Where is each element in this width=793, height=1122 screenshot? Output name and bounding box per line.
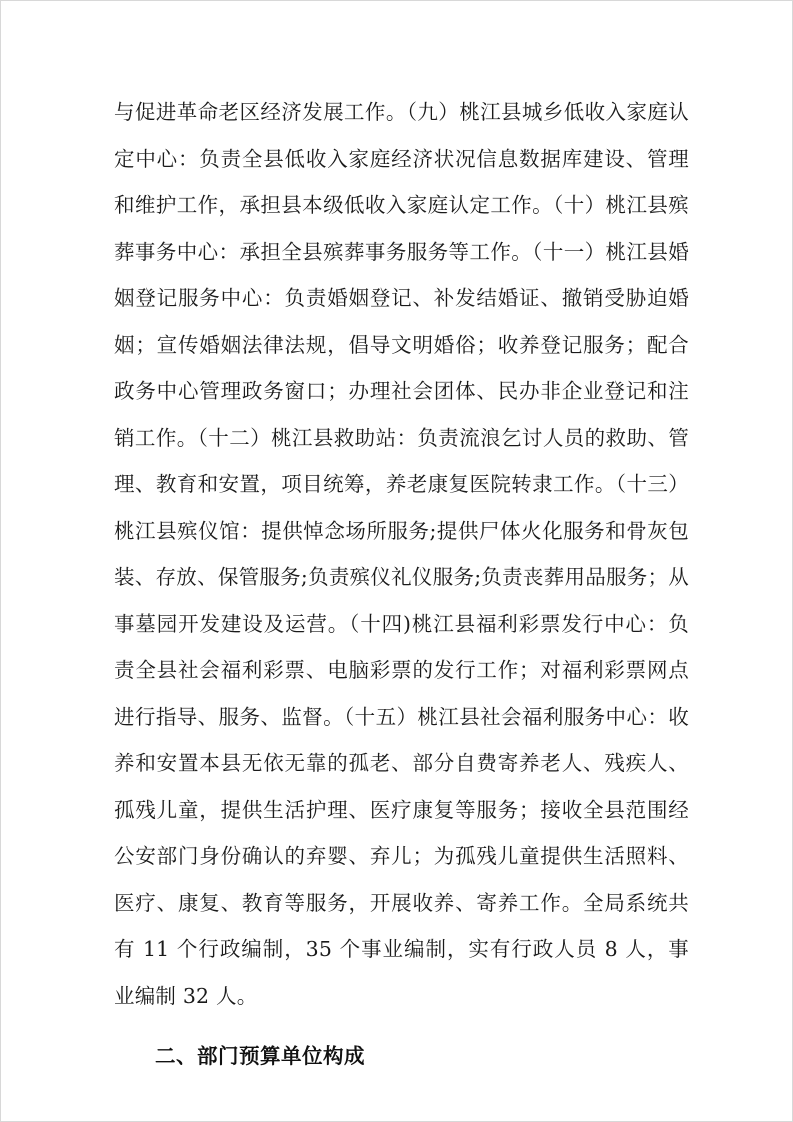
section-heading: 二、部门预算单位构成 [155, 1044, 365, 1068]
body-paragraph: 与促进革命老区经济发展工作。（九）桃江县城乡低收入家庭认定中心：负责全县低收入家庭经济状况信息数据库建设、管理和维护工作，承担县本级低收入家庭认定工作。（十）桃江县殡葬事务中心：承担全县殡葬事务服务等工作。（十一）桃江县婚姻登记服务中心：负责婚姻登记、补发结婚证、撤销受胁迫婚姻；宣传婚姻法律法规，倡导文明婚俗；收养登记服务；配合政务中心管理政务窗口；办理社会团体、民办非企业登记和注销工作。（十二）桃江县救助站：负责流浪乞讨人员的救助、管理、教育和安置，项目统筹，养老康复医院转隶工作。（十三）桃江县殡仪馆：提供悼念场所服务;提供尸体火化服务和骨灰包装、存放、保管服务;负责殡仪礼仪服务;负责丧葬用品服务；从事墓园开发建设及运营。（十四)桃江县福利彩票发行中心：负责全县社会福利彩票、电脑彩票的发行工作；对福利彩票网点进行指导、服务、监督。（十五）桃江县社会福利服务中心：收养和安置本县无依无靠的孤老、部分自费寄养老人、残疾人、孤残儿童，提供生活护理、医疗康复等服务；接收全县范围经公安部门身份确认的弃婴、弃儿；为孤残儿童提供生活照料、医疗、康复、教育等服务，开展收养、寄养工作。全局系统共有 11 个行政编制，35 个事业编制，实有行政人员 8 人，事业编制 32 人。 [114, 100, 689, 1008]
page-content [114, 89, 689, 1080]
